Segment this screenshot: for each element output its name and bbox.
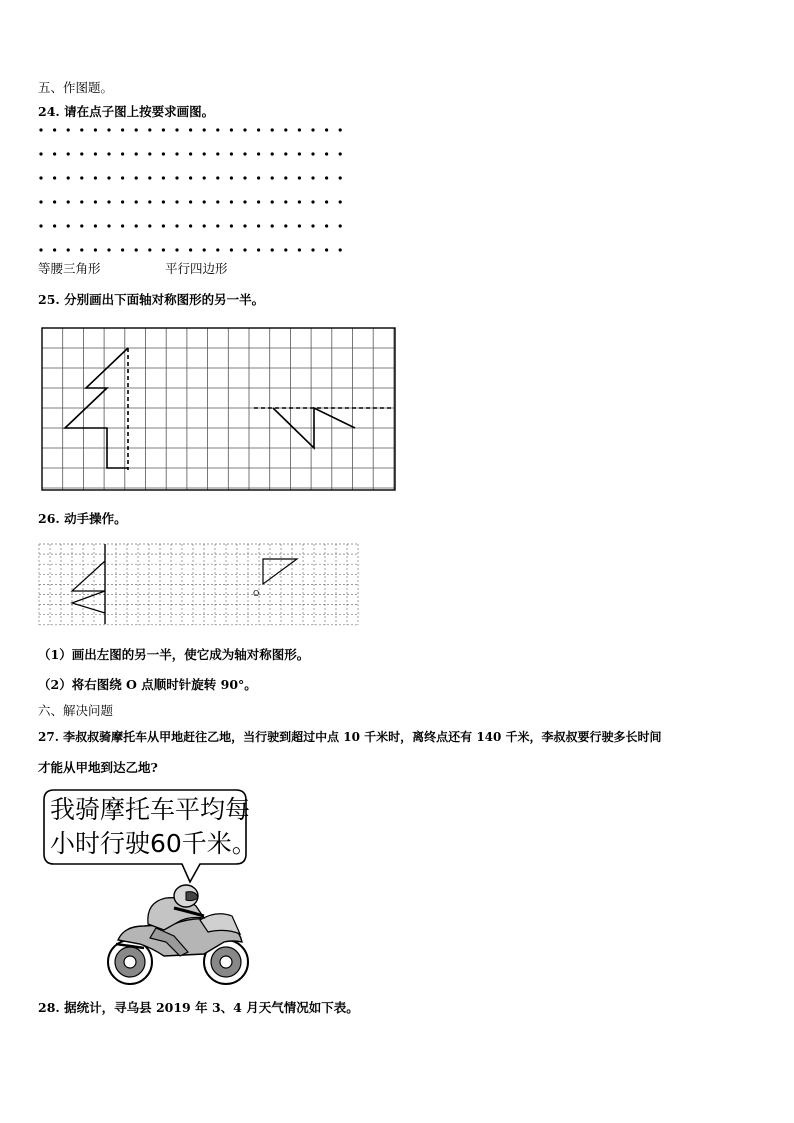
grid-dot bbox=[162, 200, 165, 203]
grid-dot bbox=[230, 128, 233, 131]
grid-dot bbox=[339, 200, 342, 203]
grid-dot bbox=[325, 176, 328, 179]
grid-dot bbox=[325, 248, 328, 251]
grid-dot bbox=[121, 248, 124, 251]
grid-dot bbox=[162, 128, 165, 131]
grid-dot bbox=[271, 128, 274, 131]
grid-dot bbox=[257, 248, 260, 251]
grid-dot bbox=[175, 128, 178, 131]
grid-dot bbox=[189, 248, 192, 251]
grid-dot bbox=[339, 152, 342, 155]
grid-dot bbox=[257, 128, 260, 131]
grid-dot bbox=[39, 200, 42, 203]
grid-dot bbox=[39, 176, 42, 179]
grid-dot bbox=[271, 152, 274, 155]
grid-dot bbox=[203, 200, 206, 203]
grid-dot bbox=[257, 176, 260, 179]
grid-dot bbox=[94, 248, 97, 251]
grid-dot bbox=[121, 128, 124, 131]
grid-dot bbox=[203, 176, 206, 179]
grid-dot bbox=[80, 224, 83, 227]
grid-dot bbox=[339, 128, 342, 131]
grid-dot bbox=[135, 152, 138, 155]
grid-dot bbox=[53, 200, 56, 203]
grid-dot bbox=[298, 200, 301, 203]
question-prompt: 请在点子图上按要求画图。 bbox=[64, 104, 215, 119]
grid-dot bbox=[67, 128, 70, 131]
grid-dot bbox=[148, 152, 151, 155]
grid-dot bbox=[135, 248, 138, 251]
grid-dot bbox=[94, 176, 97, 179]
grid-dot bbox=[162, 248, 165, 251]
grid-dot bbox=[189, 176, 192, 179]
grid-dot bbox=[216, 176, 219, 179]
grid-dot bbox=[284, 152, 287, 155]
grid-dot bbox=[311, 248, 314, 251]
grid-dot bbox=[67, 152, 70, 155]
grid-dot bbox=[148, 128, 151, 131]
grid-dot bbox=[39, 128, 42, 131]
grid-dot bbox=[325, 224, 328, 227]
question-number: 24. bbox=[38, 104, 60, 119]
grid-dot bbox=[189, 224, 192, 227]
grid-dot bbox=[271, 248, 274, 251]
grid-dot bbox=[339, 224, 342, 227]
grid-dot bbox=[298, 248, 301, 251]
question-27 bbox=[38, 729, 662, 745]
grid-dot bbox=[80, 248, 83, 251]
question-27-line-2: 才能从甲地到达乙地? bbox=[38, 760, 158, 775]
grid-dot bbox=[216, 152, 219, 155]
point-o-label: O bbox=[253, 589, 260, 598]
grid-dot bbox=[175, 176, 178, 179]
grid-dot bbox=[339, 248, 342, 251]
grid-dot bbox=[175, 200, 178, 203]
grid-dot bbox=[67, 200, 70, 203]
grid-dot bbox=[175, 248, 178, 251]
grid-dot bbox=[189, 200, 192, 203]
grid-dot bbox=[107, 152, 110, 155]
grid-dot bbox=[284, 224, 287, 227]
motorcycle-rider-illustration bbox=[104, 882, 252, 992]
grid-dot bbox=[80, 152, 83, 155]
grid-dot bbox=[284, 176, 287, 179]
grid-dot bbox=[203, 248, 206, 251]
grid-dot bbox=[94, 200, 97, 203]
grid-dot bbox=[230, 248, 233, 251]
grid-dot bbox=[271, 224, 274, 227]
grid-dot bbox=[39, 224, 42, 227]
grid-dot bbox=[135, 200, 138, 203]
grid-dot bbox=[53, 176, 56, 179]
grid-dot bbox=[189, 152, 192, 155]
grid-dot bbox=[284, 248, 287, 251]
operation-grid bbox=[38, 543, 360, 627]
grid-dot bbox=[203, 152, 206, 155]
grid-dot bbox=[230, 152, 233, 155]
grid-dot bbox=[271, 200, 274, 203]
grid-dot bbox=[94, 128, 97, 131]
question-24 bbox=[38, 104, 214, 120]
grid-dot bbox=[121, 152, 124, 155]
grid-dot bbox=[298, 152, 301, 155]
grid-dot bbox=[135, 176, 138, 179]
grid-dot bbox=[298, 224, 301, 227]
grid-dot bbox=[243, 128, 246, 131]
grid-dot bbox=[53, 224, 56, 227]
grid-dot bbox=[216, 200, 219, 203]
grid-dot bbox=[257, 224, 260, 227]
grid-dot bbox=[243, 224, 246, 227]
question-prompt: 据统计，寻乌县 2019 年 3、4 月天气情况如下表。 bbox=[64, 1000, 359, 1015]
grid-dot bbox=[311, 152, 314, 155]
grid-dot bbox=[216, 224, 219, 227]
grid-dot bbox=[243, 176, 246, 179]
grid-dot bbox=[148, 176, 151, 179]
grid-dot bbox=[162, 152, 165, 155]
grid-dot bbox=[53, 248, 56, 251]
grid-dot bbox=[311, 224, 314, 227]
grid-dot bbox=[243, 248, 246, 251]
grid-dot bbox=[311, 200, 314, 203]
grid-dot bbox=[243, 200, 246, 203]
grid-dot bbox=[107, 248, 110, 251]
grid-dot bbox=[230, 200, 233, 203]
grid-dot bbox=[107, 176, 110, 179]
grid-dot bbox=[94, 152, 97, 155]
grid-dot bbox=[325, 152, 328, 155]
grid-dot bbox=[107, 224, 110, 227]
grid-dot bbox=[162, 176, 165, 179]
sub-question-1: （1）画出左图的另一半，使它成为轴对称图形。 bbox=[38, 647, 310, 662]
grid-dot bbox=[94, 224, 97, 227]
grid-dot bbox=[67, 224, 70, 227]
grid-dot bbox=[203, 224, 206, 227]
question-26 bbox=[38, 511, 127, 527]
grid-dot bbox=[67, 176, 70, 179]
grid-dot bbox=[203, 128, 206, 131]
grid-dot bbox=[107, 128, 110, 131]
grid-dot bbox=[284, 128, 287, 131]
grid-dot bbox=[216, 128, 219, 131]
grid-dot bbox=[298, 176, 301, 179]
grid-dot bbox=[135, 224, 138, 227]
grid-dot bbox=[243, 152, 246, 155]
sub-question-2: （2）将右图绕 O 点顺时针旋转 90°。 bbox=[38, 677, 257, 692]
grid-dot bbox=[325, 128, 328, 131]
grid-dot bbox=[175, 224, 178, 227]
grid-dot bbox=[53, 128, 56, 131]
grid-dot bbox=[121, 224, 124, 227]
grid-dot bbox=[80, 176, 83, 179]
dot-grid bbox=[38, 124, 348, 256]
label-isosceles-triangle: 等腰三角形 bbox=[38, 261, 101, 276]
question-25 bbox=[38, 292, 264, 308]
grid-dot bbox=[148, 248, 151, 251]
grid-dot bbox=[39, 248, 42, 251]
grid-dot bbox=[67, 248, 70, 251]
question-number: 28. bbox=[38, 1000, 60, 1015]
grid-dot bbox=[216, 248, 219, 251]
question-number: 27. bbox=[38, 730, 59, 744]
question-line-1: 李叔叔骑摩托车从甲地赶往乙地，当行驶到超过中点 10 千米时，离终点还有 140 千米，李叔叔要行驶多长时间 bbox=[63, 730, 662, 744]
grid-dot bbox=[107, 200, 110, 203]
question-28 bbox=[38, 1000, 359, 1016]
grid-dot bbox=[257, 152, 260, 155]
grid-dot bbox=[80, 128, 83, 131]
grid-dot bbox=[148, 224, 151, 227]
grid-dot bbox=[230, 176, 233, 179]
grid-dot bbox=[121, 200, 124, 203]
question-number: 25. bbox=[38, 292, 60, 307]
grid-dot bbox=[80, 200, 83, 203]
symmetry-grid bbox=[40, 322, 400, 494]
grid-dot bbox=[271, 176, 274, 179]
grid-dot bbox=[311, 176, 314, 179]
grid-dot bbox=[311, 128, 314, 131]
grid-dot bbox=[162, 224, 165, 227]
grid-dot bbox=[339, 176, 342, 179]
grid-dot bbox=[148, 200, 151, 203]
question-prompt: 分别画出下面轴对称图形的另一半。 bbox=[64, 292, 265, 307]
question-number: 26. bbox=[38, 511, 60, 526]
grid-dot bbox=[298, 128, 301, 131]
section-heading-6: 六、解决问题 bbox=[38, 703, 114, 718]
grid-dot bbox=[53, 152, 56, 155]
grid-dot bbox=[257, 200, 260, 203]
section-heading-5: 五、作图题。 bbox=[38, 80, 114, 95]
question-prompt: 动手操作。 bbox=[64, 511, 127, 526]
grid-dot bbox=[325, 200, 328, 203]
label-parallelogram: 平行四边形 bbox=[165, 261, 228, 276]
grid-dot bbox=[284, 200, 287, 203]
bubble-line-2: 小时行驶60千米。 bbox=[50, 829, 257, 858]
bubble-line-1: 我骑摩托车平均每 bbox=[50, 795, 251, 824]
grid-dot bbox=[121, 176, 124, 179]
grid-dot bbox=[39, 152, 42, 155]
grid-dot bbox=[230, 224, 233, 227]
half-figure-left bbox=[72, 561, 105, 613]
grid-dot bbox=[135, 128, 138, 131]
grid-dot bbox=[189, 128, 192, 131]
grid-dot bbox=[175, 152, 178, 155]
